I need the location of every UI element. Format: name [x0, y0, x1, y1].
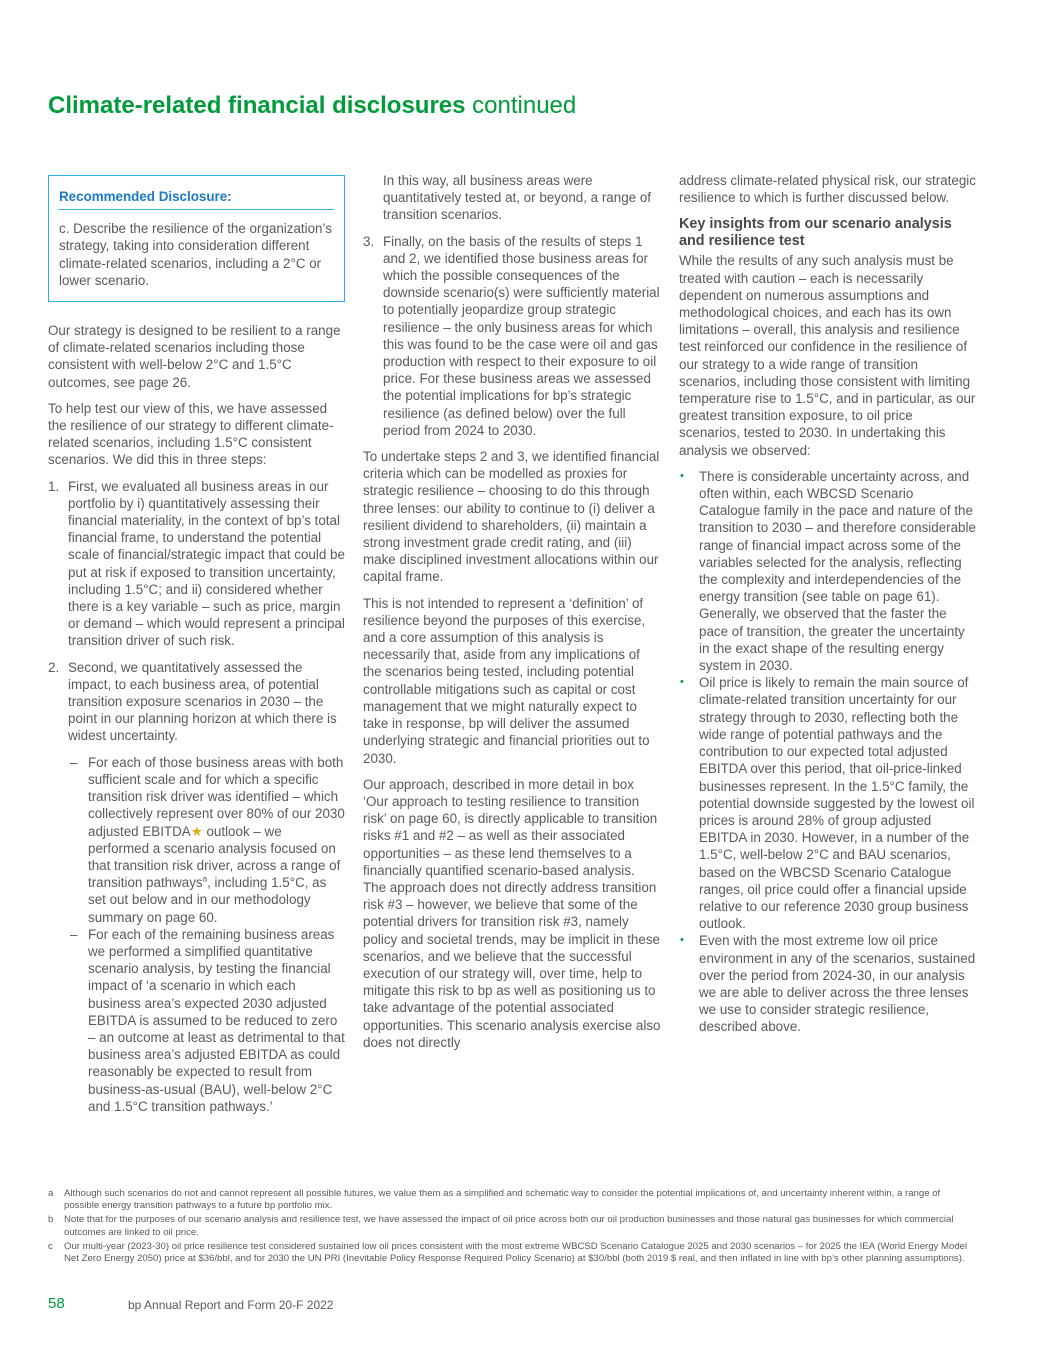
dash-marker: –: [70, 754, 78, 770]
list-text: Finally, on the basis of the results of steps 1 and 2, we identified those business areas for which the possible consequences of the downside scenario(s) were sufficiently material to potentially jeopardize group strategic resilience – the only business areas for which this was found to be the case were oil and gas production with respect to their exposure to oil price. For these business areas we assessed the potential implications for bp’s strategic resilience (as defined below) over the full period from 2024 to 2030.: [383, 233, 660, 438]
list-text: Second, we quantitatively assessed the impact, to each business area, of potential transition exposure scenarios in 2030 – the point in our planning horizon at which there is widest uncertainty.: [68, 659, 337, 744]
footnotes: [48, 1188, 978, 1267]
sub-text: , including 1.5°C, as set out below and in our methodology summary on page 60.: [88, 875, 327, 925]
footnote-text: Our multi-year (2023-30) oil price resilience test considered sustained low oil prices consistent with the most extreme WBCSD Scenario Catalogue 2025 and 2030 scenarios – for 2025 the IEA (World Energy Model Net Zero Energy 2050) price at $36/bbl, and for 2030 the UN PRI (Inevitable Policy Response Required Policy Scenario) at $30/bbl (both 2019 $ real, and then inflated in line with bp’s other planning assumptions).: [64, 1240, 968, 1265]
list-number: 2.: [48, 659, 60, 675]
disclosure-text: c. Describe the resilience of the organization’s strategy, taking into consideration different climate-related scenarios, including a 2°C or lower scenario.: [59, 221, 332, 288]
footnote: [48, 1188, 978, 1212]
bullet-icon: •: [680, 469, 684, 482]
footnote: [48, 1241, 978, 1265]
page-title-continued: continued: [465, 92, 577, 119]
footnote-text: Note that for the purposes of our scenario analysis and resilience test, we have assessed the impact of oil price across both our oil production businesses and those natural gas businesses for which commercial outcomes are linked to oil price.: [64, 1214, 954, 1238]
page-title: [48, 91, 576, 121]
list-item: [679, 932, 977, 1035]
footnote: [48, 1214, 978, 1238]
steps-list: [48, 478, 345, 1115]
footnote-text: Although such scenarios do not and cannot represent all possible futures, we value them as a simplified and schematic way to consider the potential implications of, and uncertainty inherent within, a range of possible energy transition pathways to a future bp portfolio mix.: [64, 1188, 941, 1212]
star-icon: ★: [190, 823, 203, 839]
paragraph: To help test our view of this, we have assessed the resilience of our strategy to different climate-related scenarios, including 1.5°C consistent scenarios. We did this in three steps:: [48, 400, 334, 468]
column-middle: [363, 172, 661, 1060]
section-heading: Key insights from our scenario analysis and resilience test: [679, 216, 952, 250]
disclosure-label: Recommended Disclosure:: [59, 188, 334, 210]
page-number: 58: [48, 1295, 65, 1312]
paragraph: Our approach, described in more detail in box ‘Our approach to testing resilience to transition risk’ on page 60, is directly applicable to transition risks #1 and #2 – as well as their associated opportunities – as these lend themselves to a financially quantified scenario-based analysis. The approach does not directly address transition risk #3 – however, we believe that some of the potential drivers for transition risk #3, namely policy and societal trends, may be implicit in these scenarios, and we believe that the successful execution of our strategy will, over time, help to mitigate this risk to bp as well as positioning us to take advantage of the potential associated opportunities. This scenario analysis exercise also does not directly: [363, 776, 661, 1050]
list-text: There is considerable uncertainty across, and often within, each WBCSD Scenario Catalogue family in the pace and nature of the transition to 2030 – and therefore considerable range of financial impact across some of the variables selected for the analysis, reflecting the complexity and interdependencies of the energy transition (see table on page 61). Generally, we observed that the faster the pace of transition, the greater the uncertainty in the exact shape of the resulting energy system in 2030.: [699, 468, 976, 674]
sub-text: For each of those business areas with both sufficient scale and for which a specific transition risk driver was identified – which collectively represent over 80% of our 2030 adjusted EBITDA: [88, 754, 345, 839]
sub-list-item: [68, 926, 345, 1115]
column-right: [679, 172, 977, 1036]
dash-marker: –: [70, 926, 78, 942]
column-left: [48, 172, 345, 1124]
footnote-letter: a: [48, 1188, 54, 1199]
page-title-main: Climate-related financial disclosures: [48, 92, 466, 119]
paragraph: Our strategy is designed to be resilient to a range of climate-related scenarios including those consistent with well-below 2°C and 1.5°C outcomes, see page 26.: [48, 323, 341, 390]
bullet-list: [679, 468, 977, 1036]
list-number: 3.: [363, 233, 375, 249]
document-title: bp Annual Report and Form 20-F 2022: [128, 1298, 334, 1312]
list-text: Even with the most extreme low oil price environment in any of the scenarios, sustained over the period from 2024-30, in our analysis we are able to deliver across the three lenses we use to consider strategic resilience, described above.: [699, 933, 976, 1035]
steps-list: [363, 233, 661, 439]
list-item: [48, 659, 345, 1115]
bullet-icon: •: [680, 676, 684, 689]
paragraph: This is not intended to represent a ‘definition’ of resilience beyond the purposes of this exercise, and a core assumption of this analysis is necessarily that, aside from any implications of the scenarios being tested, including potential controllable mitigations such as capital or cost management that we might naturally expect to take in response, bp will deliver the assumed underlying strategic and financial priorities out to 2030.: [363, 595, 650, 766]
sub-list: [68, 754, 345, 1115]
list-text: First, we evaluated all business areas in our portfolio by i) quantitatively assessing their financial materiality, in the context of bp’s total financial frame, to understand the potential scale of financial/strategic impact that could be put at risk if exposed to transition uncertainty, including 1.5°C; and ii) considered whether there is a key variable – such as price, margin or demand – which would represent a principal transition driver of such risk.: [68, 478, 345, 649]
list-item: [679, 468, 977, 674]
list-item: [48, 478, 345, 650]
sub-list-item: [68, 754, 345, 926]
sub-text: For each of the remaining business areas we performed a simplified quantitative scenario analysis, by testing the financial impact of ‘a scenario in which each business area’s expected 2030 adjusted EBITDA is assumed to be reduced to zero – an outcome at least as detrimental to that business area’s adjusted EBITDA as could reasonably be expected to result from business-as-usual (BAU), well-below 2°C and 1.5°C transition pathways.’: [88, 926, 345, 1114]
recommended-disclosure-box: [48, 175, 345, 302]
list-number: 1.: [48, 478, 60, 494]
paragraph: In this way, all business areas were quantitatively tested at, or beyond, a range of transition scenarios.: [383, 173, 651, 223]
list-item: [363, 233, 661, 439]
sub-text: outlook – we performed a scenario analysis focused on that transition risk driver, across a range of transition pathways: [88, 823, 341, 891]
footnote-letter: b: [48, 1214, 54, 1226]
paragraph: address climate-related physical risk, our strategic resilience to which is further discussed below.: [679, 173, 976, 206]
bullet-icon: •: [680, 934, 684, 947]
paragraph: While the results of any such analysis must be treated with caution – each is necessarily dependent on numerous assumptions and methodological choices, and each has its own limitations – overall, this analysis and resilience test reinforced our confidence in the resilience of our strategy to a wide range of transition scenarios, including those consistent with limiting temperature rise to 1.5°C, and in particular, as our greatest transition exposure, to oil price scenarios, tested to 2030. In undertaking this analysis we observed:: [679, 253, 976, 458]
footnote-letter: c: [48, 1240, 53, 1252]
footnote-ref-a: a: [202, 874, 208, 884]
list-text: Oil price is likely to remain the main source of climate-related transition uncertainty for our strategy through to 2030, reflecting both the wide range of potential pathways and the contribution to our expected total adjusted EBITDA over this period, that oil-price-linked businesses represent. In the 1.5°C family, the potential downside suggested by the lowest oil prices is around 28% of group adjusted EBITDA in 2030. However, in a number of the 1.5°C, well-below 2°C and BAU scenarios, based on the WBCSD Scenario Catalogue ranges, oil price could offer a financial upside relative to our reference 2030 group business outlook.: [699, 675, 975, 932]
list-item: [679, 674, 977, 932]
paragraph: To undertake steps 2 and 3, we identified financial criteria which can be modelled as proxies for strategic resilience – choosing to do this through three lenses: our ability to continue to (i) deliver a resilient dividend to shareholders, (ii) maintain a strong investment grade credit rating, and (iii) make disciplined investment allocations within our capital frame.: [363, 449, 660, 585]
